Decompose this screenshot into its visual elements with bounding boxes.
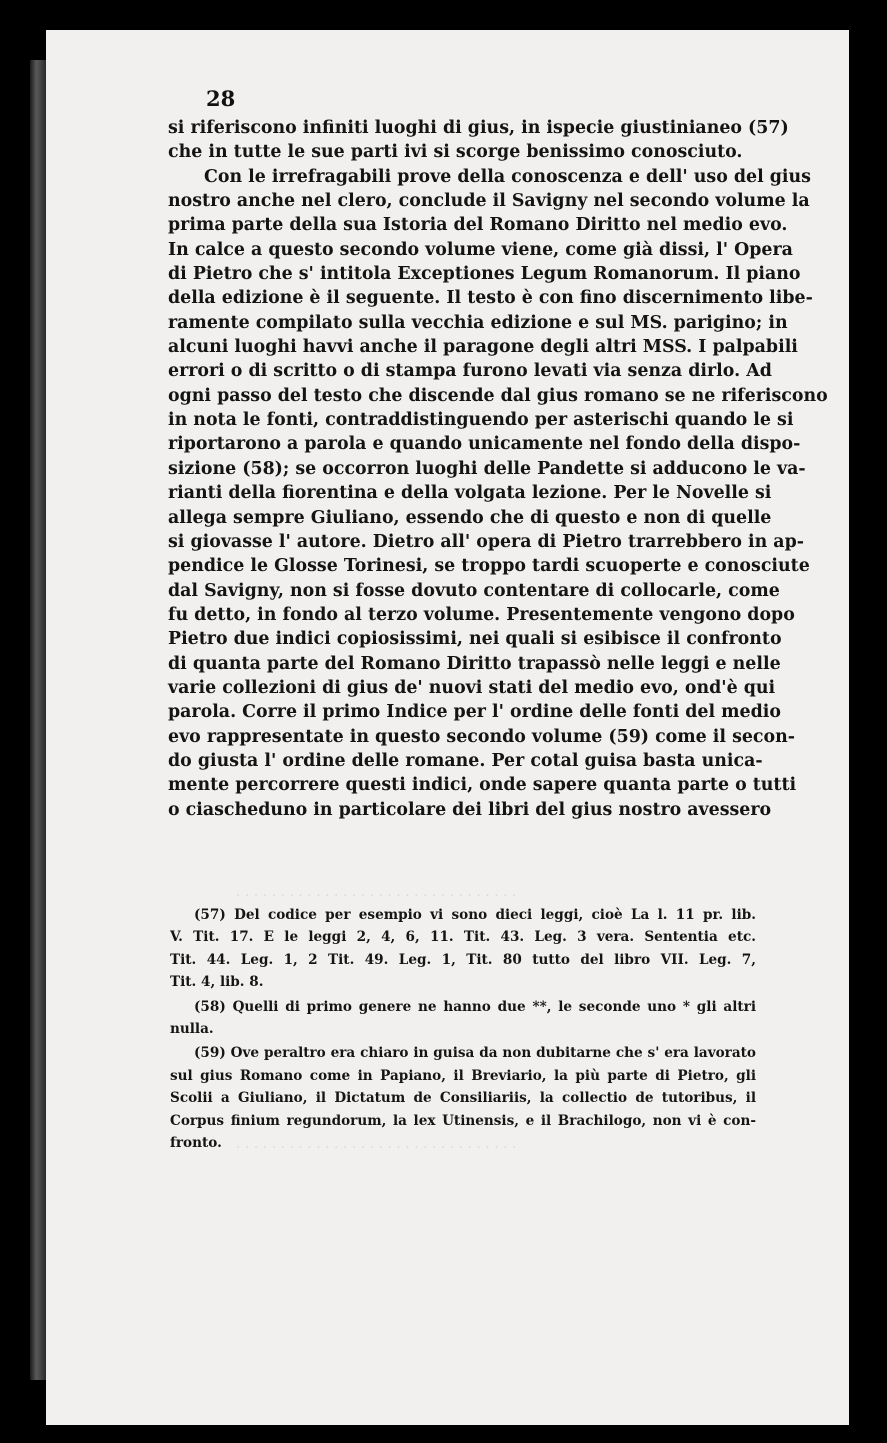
text-line: sizione (58); se occorron luoghi delle Pandette si adducono le va- — [168, 458, 806, 479]
text-line: della edizione è il seguente. Il testo è con fino discernimento libe- — [168, 288, 813, 309]
text-line: Con le irrefragabili prove della conoscenza e dell' uso del gius — [204, 166, 811, 187]
text-line: si riferiscono infiniti luoghi di gius, in ispecie giustinianeo (57) — [168, 118, 789, 138]
text-line: pendice le Glosse Torinesi, se troppo tardi scuoperte e conosciute — [168, 556, 810, 577]
text-line: alcuni luoghi havvi anche il paragone degli altri MSS. I palpabili — [168, 337, 798, 358]
book-spine-edge — [30, 60, 46, 1380]
text-line: rianti della fiorentina e della volgata lezione. Per le Novelle si — [168, 483, 772, 504]
text-line: ramente compilato sulla vecchia edizione e sul MS. parigino; in — [168, 312, 788, 333]
text-line: parola. Corre il primo Indice per l' ordine delle fonti del medio — [168, 702, 781, 723]
footnote-line: Corpus finium regundorum, la lex Utinensis, e il Brachilogo, non vi è con- — [170, 1112, 756, 1129]
show-through-text: · · · · · · · · · · · · · · · · · · · · · · · · · · · · · · · · — [236, 1140, 517, 1156]
footnote-line: (57) Del codice per esempio vi sono dieci leggi, cioè La l. 11 pr. lib. — [194, 907, 756, 923]
text-line: evo rappresentate in questo secondo volume (59) come il secon- — [168, 726, 795, 747]
text-line: si giovasse l' autore. Dietro all' opera di Pietro trarrebbero in ap- — [168, 531, 804, 552]
page-number: 28 — [206, 86, 236, 111]
text-line: nostro anche nel clero, conclude il Savigny nel secondo volume la — [168, 191, 810, 212]
footnote-line: Tit. 44. Leg. 1, 2 Tit. 49. Leg. 1, Tit. 80 tutto del libro VII. Leg. 7, — [170, 951, 756, 968]
footnote-line: fronto. — [170, 1135, 222, 1152]
footnote-line: sul gius Romano come in Papiano, il Breviario, la più parte di Pietro, gli — [170, 1067, 756, 1084]
text-line: Pietro due indici copiosissimi, nei quali si esibisce il confronto — [168, 629, 782, 650]
text-line: fu detto, in fondo al terzo volume. Presentemente vengono dopo — [168, 604, 795, 625]
text-line: di quanta parte del Romano Diritto trapassò nelle leggi e nelle — [168, 653, 781, 674]
footnotes — [170, 904, 756, 1154]
text-line: ogni passo del testo che discende dal gius romano se ne riferiscono — [168, 385, 828, 406]
text-line: prima parte della sua Istoria del Romano Diritto nel medio evo. — [168, 215, 788, 236]
text-line: do giusta l' ordine delle romane. Per cotal guisa basta unica- — [168, 750, 763, 771]
main-text — [168, 116, 828, 822]
text-line: in nota le fonti, contraddistinguendo per asterischi quando le si — [168, 410, 794, 431]
footnote-line: Scolii a Giuliano, il Dictatum de Consiliariis, la collectio de tutoribus, il — [170, 1090, 756, 1107]
footnote-line: nulla. — [170, 1021, 214, 1038]
footnote-line: (59) Ove peraltro era chiaro in guisa da non dubitarne che s' era lavorato — [194, 1045, 756, 1062]
text-line: mente percorrere questi indici, onde sapere quanta parte o tutti — [168, 775, 797, 796]
text-line: dal Savigny, non si fosse dovuto contentare di collocarle, come — [168, 580, 780, 601]
text-line: o ciascheduno in particolare dei libri del gius nostro avessero — [168, 799, 772, 820]
text-line: di Pietro che s' intitola Exceptiones Legum Romanorum. Il piano — [168, 264, 801, 285]
text-line: errori o di scritto o di stampa furono levati via senza dirlo. Ad — [168, 361, 772, 382]
footnote-line: V. Tit. 17. E le leggi 2, 4, 6, 11. Tit. 43. Leg. 3 vera. Sententia etc. — [170, 929, 756, 946]
show-through-text: · · · · · · · · · · · · · · · · · · · · · · · · · · · · · · · · — [236, 888, 517, 904]
text-line: varie collezioni di gius de' nuovi stati del medio evo, ond'è qui — [168, 677, 776, 698]
footnote-line: Tit. 4, lib. 8. — [170, 974, 264, 991]
footnote-line: (58) Quelli di primo genere ne hanno due **, le seconde uno * gli altri — [194, 998, 756, 1015]
text-line: riportarono a parola e quando unicamente nel fondo della dispo- — [168, 434, 801, 455]
text-line: che in tutte le sue parti ivi si scorge benissimo conosciuto. — [168, 142, 743, 163]
text-line: In calce a questo secondo volume viene, come già dissi, l' Opera — [168, 239, 793, 260]
text-line: allega sempre Giuliano, essendo che di questo e non di quelle — [168, 507, 772, 528]
